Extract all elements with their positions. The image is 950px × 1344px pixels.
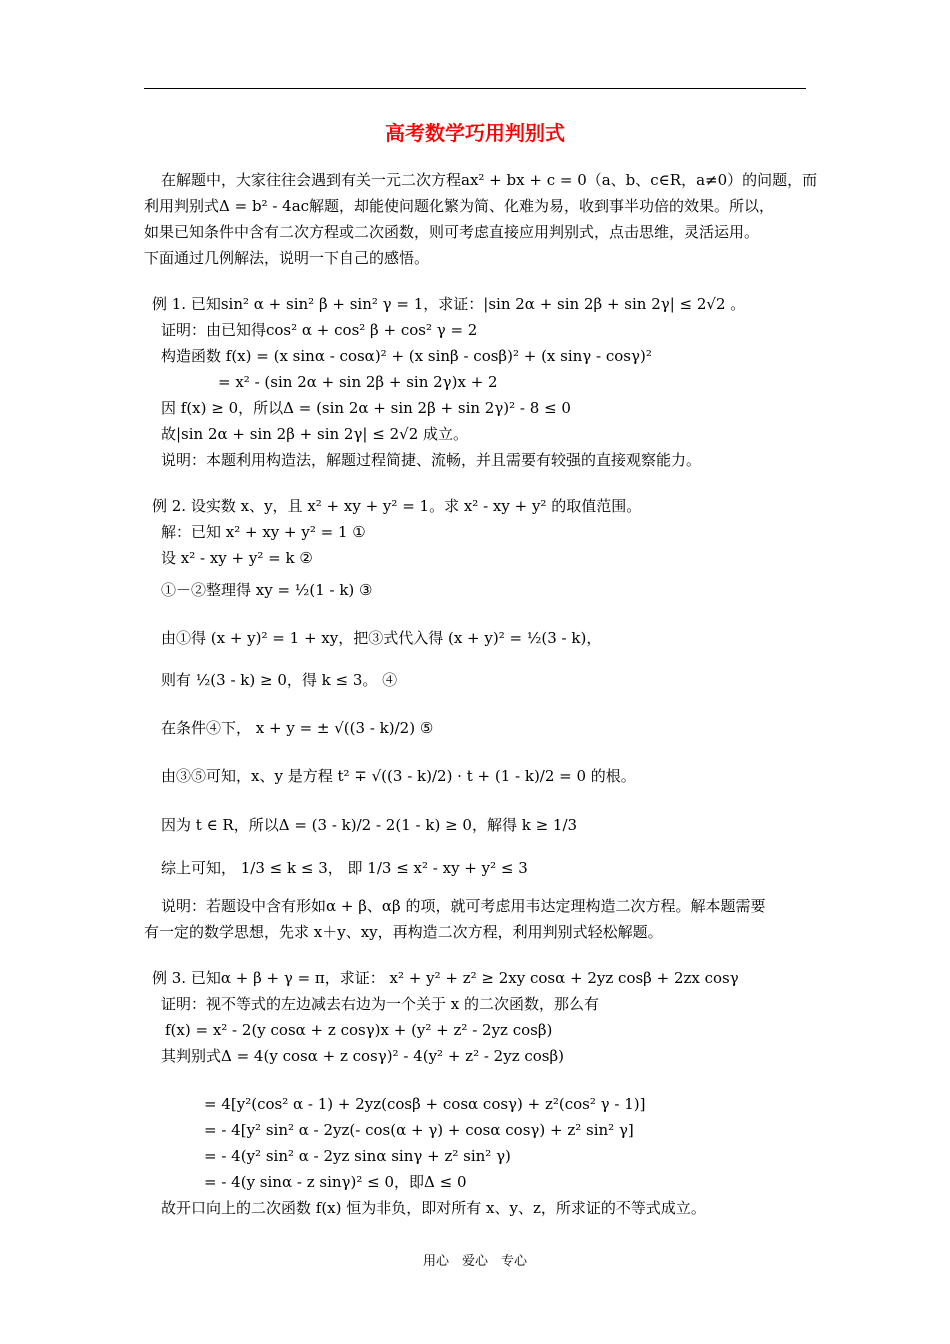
ex1-problem: 例 1. 已知sin² α + sin² β + sin² γ = 1，求证：|sin 2α + sin 2β + sin 2γ| ≤ 2√2 。 [152, 295, 746, 313]
header-rule [144, 88, 806, 89]
ex3-step-3: = - 4(y² sin² α - 2yz sinα sinγ + z² sin² γ) [204, 1147, 511, 1165]
intro-line-1: 在解题中，大家往往会遇到有关一元二次方程ax² + bx + c = 0（a、b、c∈R，a≠0）的问题，而 [161, 171, 818, 189]
ex1-conclusion: 故|sin 2α + sin 2β + sin 2γ| ≤ 2√2 成立。 [161, 425, 469, 443]
ex2-step-2: 设 x² - xy + y² = k ② [161, 549, 313, 567]
ex3-step-1: = 4[y²(cos² α - 1) + 2yz(cosβ + cosα cosγ) + z²(cos² γ - 1)] [204, 1095, 646, 1113]
intro-line-4: 下面通过几例解法，说明一下自己的感悟。 [144, 249, 430, 267]
ex2-note-1: 说明：若题设中含有形如α + β、αβ 的项，就可考虑用韦达定理构造二次方程。解本题需要 [161, 897, 766, 915]
ex3-problem: 例 3. 已知α + β + γ = π，求证： x² + y² + z² ≥ 2xy cosα + 2yz cosβ + 2zx cosγ [152, 969, 739, 987]
intro-line-2: 利用判别式Δ = b² - 4ac解题，却能使问题化繁为简、化难为易，收到事半功倍的效果。所以， [144, 197, 775, 215]
ex1-expand: = x² - (sin 2α + sin 2β + sin 2γ)x + 2 [218, 373, 498, 391]
ex2-problem: 例 2. 设实数 x、y，且 x² + xy + y² = 1。求 x² - xy + y² 的取值范围。 [152, 497, 642, 515]
ex2-step-6: 在条件④下， x + y = ± √((3 - k)/2) ⑤ [161, 719, 434, 737]
ex1-construct: 构造函数 f(x) = (x sinα - cosα)² + (x sinβ - cosβ)² + (x sinγ - cosγ)² [161, 347, 652, 365]
ex3-proof-start: 证明：视不等式的左边减去右边为一个关于 x 的二次函数，那么有 [161, 995, 599, 1013]
ex2-step-1: 解：已知 x² + xy + y² = 1 ① [161, 523, 366, 541]
ex1-discriminant: 因 f(x) ≥ 0，所以Δ = (sin 2α + sin 2β + sin 2γ)² - 8 ≤ 0 [161, 399, 571, 417]
ex3-step-2: = - 4[y² sin² α - 2yz(- cos(α + γ) + cosα cosγ) + z² sin² γ] [204, 1121, 634, 1139]
page-footer: 用心 爱心 专心 [422, 1254, 527, 1269]
ex1-proof-start: 证明：由已知得cos² α + cos² β + cos² γ = 2 [161, 321, 478, 339]
ex3-step-4: = - 4(y sinα - z sinγ)² ≤ 0，即Δ ≤ 0 [204, 1173, 467, 1191]
intro-line-3: 如果已知条件中含有二次方程或二次函数，则可考虑直接应用判别式，点击思维，灵活运用。 [144, 223, 760, 241]
ex3-function: f(x) = x² - 2(y cosα + z cosγ)x + (y² + z² - 2yz cosβ) [165, 1021, 553, 1039]
ex2-step-9: 综上可知， 1/3 ≤ k ≤ 3， 即 1/3 ≤ x² - xy + y² ≤ 3 [161, 859, 528, 877]
ex2-step-7: 由③⑤可知，x、y 是方程 t² ∓ √((3 - k)/2) · t + (1 - k)/2 = 0 的根。 [161, 767, 636, 785]
ex2-step-8: 因为 t ∈ R，所以Δ = (3 - k)/2 - 2(1 - k) ≥ 0，解得 k ≥ 1/3 [161, 816, 578, 834]
ex2-step-3: ①－②整理得 xy = ½(1 - k) ③ [161, 581, 373, 599]
ex3-conclusion: 故开口向上的二次函数 f(x) 恒为非负，即对所有 x、y、z，所求证的不等式成立。 [161, 1199, 706, 1217]
page-title: 高考数学巧用判别式 [385, 121, 565, 145]
ex2-note-2: 有一定的数学思想，先求 x＋y、xy，再构造二次方程，利用判别式轻松解题。 [144, 923, 663, 941]
ex1-note: 说明：本题利用构造法，解题过程简捷、流畅，并且需要有较强的直接观察能力。 [161, 451, 702, 469]
ex2-step-5: 则有 ½(3 - k) ≥ 0，得 k ≤ 3。 ④ [161, 671, 398, 689]
ex2-step-4: 由①得 (x + y)² = 1 + xy，把③式代入得 (x + y)² = ½(3 - k)， [161, 629, 602, 647]
ex3-discriminant: 其判别式Δ = 4(y cosα + z cosγ)² - 4(y² + z² - 2yz cosβ) [161, 1047, 565, 1065]
